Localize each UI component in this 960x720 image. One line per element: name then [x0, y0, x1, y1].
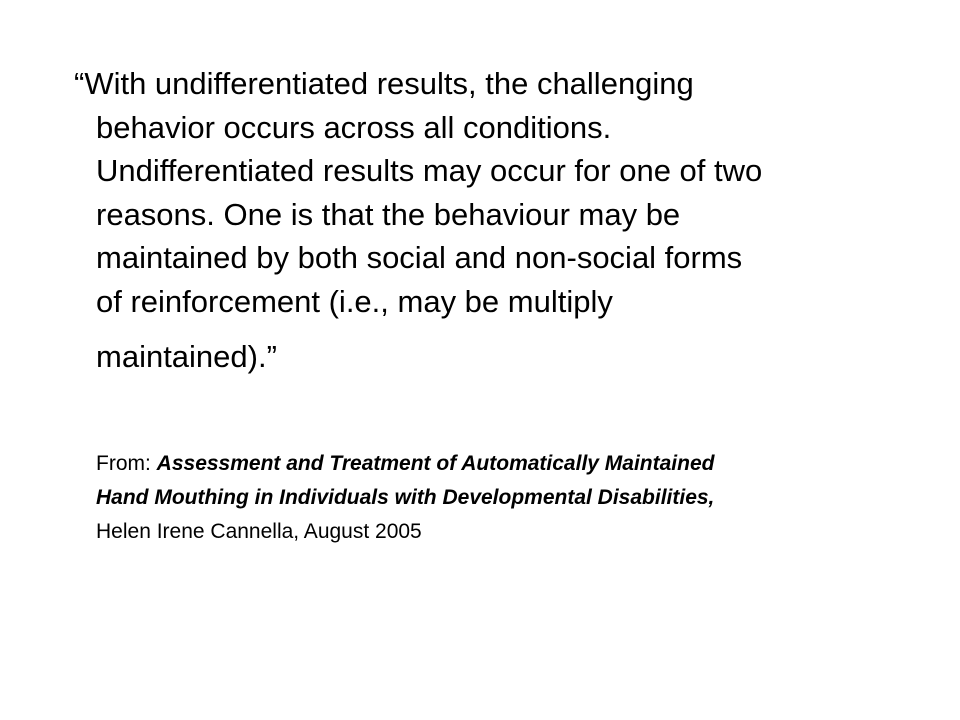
citation-title-part-2: Hand Mouthing in Individuals with Developmental Disabilities,: [96, 486, 715, 509]
quote-line: “With undifferentiated results, the challenging: [74, 66, 694, 101]
quote-text: [74, 62, 924, 379]
quote-line: maintained).”: [96, 339, 277, 374]
quote-line: reasons. One is that the behaviour may be: [96, 196, 681, 232]
citation-line-1: [96, 447, 936, 481]
citation-author-date: Helen Irene Cannella, August 2005: [96, 520, 422, 543]
citation-title-part-1: Assessment and Treatment of Automatically Maintained: [156, 452, 715, 475]
citation: [96, 447, 936, 549]
quote-line: of reinforcement (i.e., may be multiply: [96, 283, 613, 319]
quote-line: maintained by both social and non-social forms: [96, 240, 743, 275]
citation-prefix: From:: [96, 452, 157, 475]
quote-line: Undifferentiated results may occur for one of two: [96, 153, 763, 188]
quote-line: behavior occurs across all conditions.: [96, 109, 612, 145]
